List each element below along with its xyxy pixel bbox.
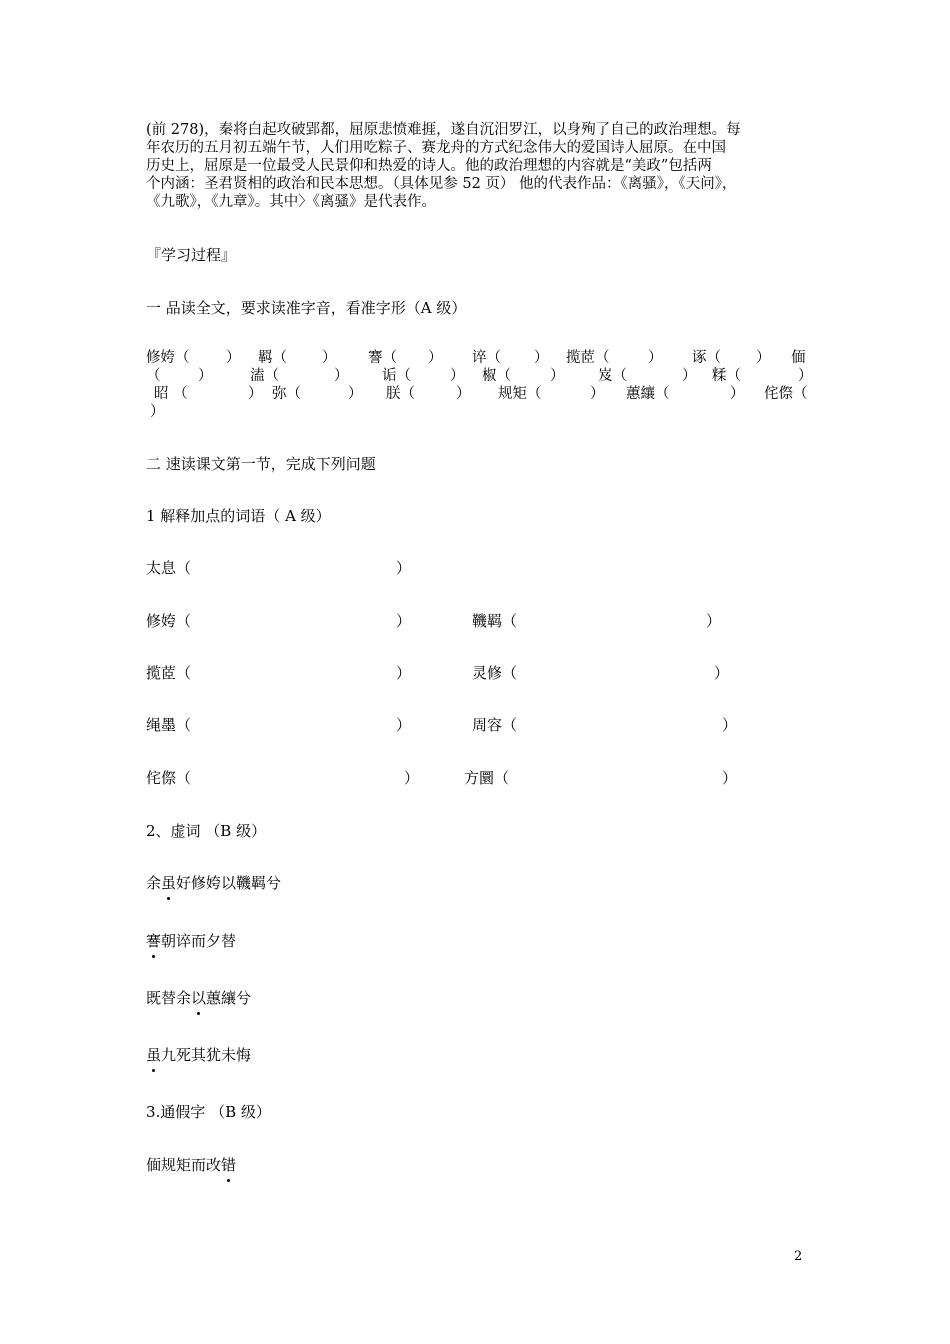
intro-line: 《九歌》，《九章》。其中〉《离骚》是代表作。	[146, 194, 436, 210]
section2-title: 二 速读课文第一节，完成下列问题	[146, 455, 376, 473]
q3-sentence	[146, 1154, 236, 1175]
q1-item-close: ）	[714, 664, 730, 682]
q2-sentence	[146, 1044, 251, 1065]
q2-sentence	[146, 930, 236, 951]
q3-title: 3.通假字 （B 级）	[146, 1103, 271, 1121]
vocab-cell: ）	[428, 350, 443, 366]
q1-item-close: ）	[396, 716, 412, 734]
q1-item: 修姱（	[146, 612, 192, 630]
q2-title: 2、虚词 （B 级）	[146, 822, 267, 840]
vocab-cell: 诼（	[692, 350, 721, 366]
intro-line: 历史上，屈原是一位最受人民景仰和热爱的诗人。他的政治理想的内容就是“美政”包括两	[146, 158, 712, 174]
vocab-cell: ）	[226, 350, 241, 366]
vocab-cell: ）	[322, 350, 337, 366]
q1-item-close: ）	[396, 664, 412, 682]
intro-line: (前 278)，秦将白起攻破郢都，屈原悲愤难捱，遂自沉汨罗江，以身殉了自己的政治理想。每	[146, 122, 741, 138]
q1-item-close: ）	[396, 612, 412, 630]
vocab-cell: ）	[798, 368, 813, 384]
vocab-cell: 羁（	[258, 350, 287, 366]
vocab-cell: 侘傺（	[764, 386, 808, 402]
sentence-text: 九死其犹未悔	[161, 1046, 252, 1064]
q1-title: 1 解释加点的词语（ A 级）	[146, 507, 331, 525]
vocab-cell: 謇（	[368, 350, 397, 366]
vocab-cell: 昭 （	[154, 386, 188, 402]
sentence-text: 偭规矩而改	[146, 1156, 222, 1174]
q1-item-close: ）	[722, 769, 738, 787]
q1-item-close: ）	[706, 612, 722, 630]
q1-item-close: ）	[404, 769, 420, 787]
vocab-cell: 谇（	[472, 350, 501, 366]
vocab-cell: 揽茝（	[566, 350, 610, 366]
vocab-cell: 溘（	[250, 368, 279, 384]
q2-sentence	[146, 987, 251, 1008]
vocab-cell: ）	[348, 386, 363, 402]
vocab-cell: ）	[456, 386, 471, 402]
vocab-cell: （	[146, 368, 161, 384]
intro-paragraph	[146, 121, 808, 211]
vocab-cell: ）	[682, 368, 697, 384]
pronunciation-row	[146, 403, 808, 421]
pronunciation-table	[146, 349, 813, 421]
dotted-word: 错	[221, 1156, 237, 1174]
vocab-cell: 糅（	[712, 368, 741, 384]
q1-item: 灵修（	[472, 664, 518, 682]
vocab-cell: 岌（	[598, 368, 627, 384]
vocab-cell: 修姱（	[146, 350, 190, 366]
sentence-text: 蕙纕兮	[206, 989, 252, 1007]
vocab-cell: 规矩（	[498, 386, 542, 402]
process-heading: 『学习过程』	[146, 246, 237, 264]
q2-sentence	[146, 872, 281, 893]
sentence-text: 好修姱以鞿羁兮	[176, 874, 282, 892]
dotted-word: 虽	[161, 874, 177, 892]
pronunciation-row	[146, 349, 808, 367]
q1-item: 侘傺（	[146, 769, 192, 787]
vocab-cell: ）	[334, 368, 349, 384]
section1-title: 一 品读全文，要求读准字音，看准字形（A 级）	[146, 299, 467, 317]
q1-item-close: ）	[396, 559, 412, 577]
vocab-cell: ）	[150, 404, 165, 420]
vocab-cell: ）	[756, 350, 771, 366]
vocab-cell: ）	[248, 386, 263, 402]
vocab-cell: ）	[198, 368, 213, 384]
vocab-cell: 蕙纕（	[626, 386, 670, 402]
vocab-cell: ）	[730, 386, 745, 402]
dotted-word: 謇	[146, 932, 162, 950]
q1-item: 揽茝（	[146, 664, 192, 682]
pronunciation-row	[146, 385, 808, 403]
vocab-cell: 朕（	[386, 386, 415, 402]
page-number: 2	[794, 1249, 803, 1264]
sentence-text: 余	[146, 874, 162, 892]
q1-item: 周容（	[472, 716, 518, 734]
vocab-cell: ）	[590, 386, 605, 402]
vocab-cell: 偭	[791, 350, 806, 366]
dotted-word: 虽	[146, 1046, 162, 1064]
sentence-text: 朝谇而夕替	[161, 932, 237, 950]
intro-line: 个内涵：圣君贤相的政治和民本思想。（具体见参 52 页） 他的代表作品：《离骚》，《天问》，	[146, 176, 737, 192]
dotted-word: 以	[191, 989, 207, 1007]
q1-item: 方圜（	[464, 769, 510, 787]
vocab-cell: ）	[534, 350, 549, 366]
vocab-cell: 椒（	[482, 368, 511, 384]
sentence-text: 既替余	[146, 989, 192, 1007]
vocab-cell: 弥（	[272, 386, 301, 402]
intro-line: 年农历的五月初五端午节，人们用吃粽子、赛龙舟的方式纪念伟大的爱国诗人屈原。在中国	[146, 140, 726, 156]
q1-item: 绳墨（	[146, 716, 192, 734]
q1-item: 鞿羁（	[472, 612, 518, 630]
vocab-cell: ）	[450, 368, 465, 384]
pronunciation-row	[146, 367, 813, 385]
q1-item-close: ）	[722, 716, 738, 734]
vocab-cell: 诟（	[382, 368, 411, 384]
q1-item: 太息（	[146, 559, 192, 577]
vocab-cell: ）	[550, 368, 565, 384]
vocab-cell: ）	[648, 350, 663, 366]
